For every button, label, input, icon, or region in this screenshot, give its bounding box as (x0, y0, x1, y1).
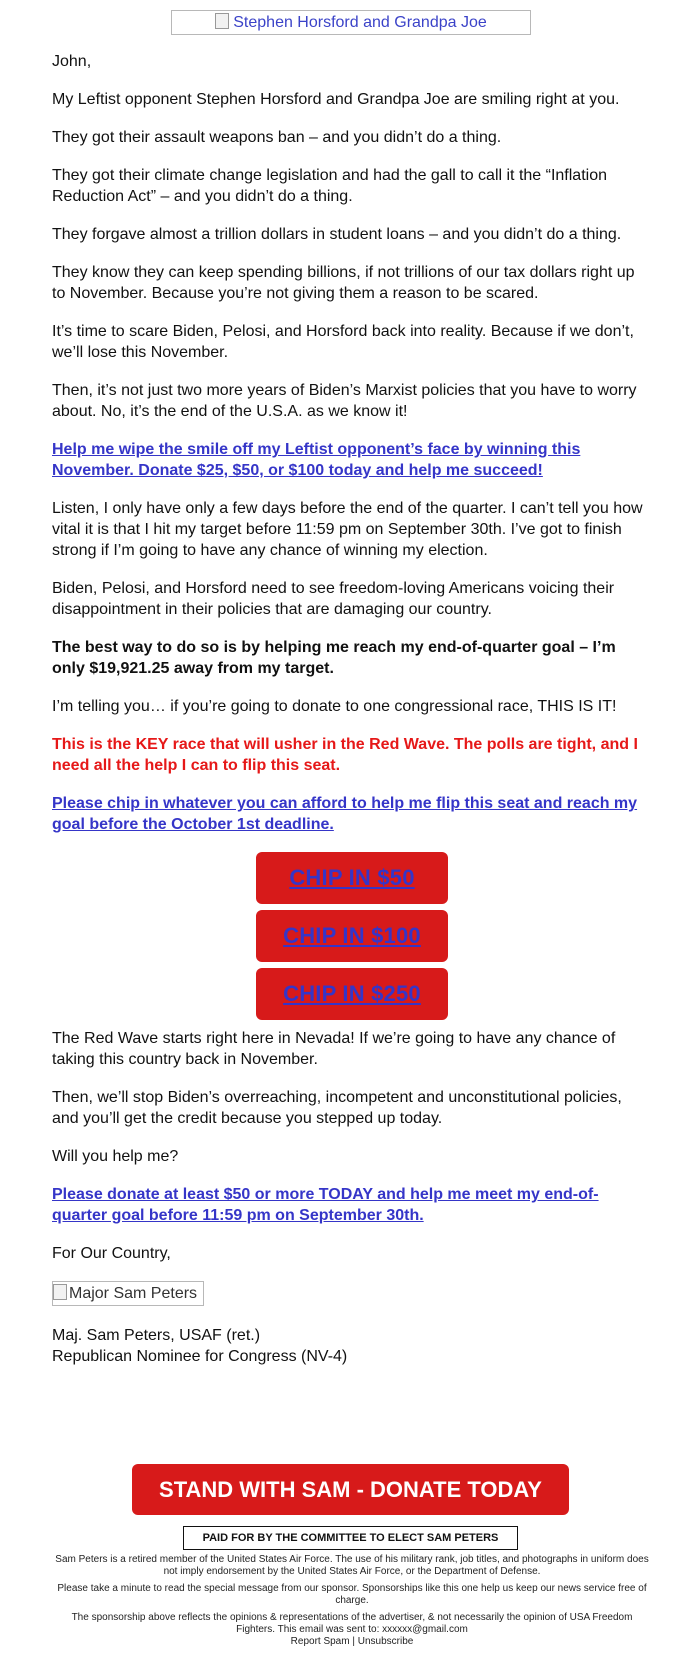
paragraph: Biden, Pelosi, and Horsford need to see freedom-loving Americans voicing their disappointment in their policies that are damaging our country. (52, 580, 615, 618)
signature-name: Maj. Sam Peters, USAF (ret.) (52, 1327, 261, 1344)
closing: For Our Country, (52, 1245, 171, 1262)
donate-50-link[interactable]: Please donate at least $50 or more TODAY and help me meet my end-of-quarter goal before 11:59 pm on September 30th. (52, 1186, 599, 1224)
paragraph: My Leftist opponent Stephen Horsford and Grandpa Joe are smiling right at you. (52, 91, 620, 108)
chip-button-group (52, 852, 652, 1020)
broken-image-icon (215, 13, 229, 29)
email-body (52, 51, 652, 1367)
paragraph: Then, we’ll stop Biden’s overreaching, incompetent and unconstitutional policies, and you’ll get the credit because you stepped up today. (52, 1089, 622, 1127)
footer (52, 1554, 652, 1648)
signature-image-wrap (52, 1281, 652, 1306)
footer-sponsor-note: Please take a minute to read the special message from our sponsor. Sponsorships like this one help us keep our news service free of charge. (57, 1583, 647, 1606)
header-image-alt: Stephen Horsford and Grandpa Joe (233, 14, 487, 31)
stand-with-sam-donate-button[interactable]: STAND WITH SAM - DONATE TODAY (132, 1464, 569, 1515)
paragraph: Then, it’s not just two more years of Biden’s Marxist policies that you have to worry about. No, it’s the end of the U.S.A. as we know it! (52, 382, 637, 420)
chip-link-paragraph (52, 793, 652, 835)
chip-in-250-button[interactable]: CHIP IN $250 (256, 968, 448, 1020)
paragraph: Listen, I only have only a few days before the end of the quarter. I can’t tell you how vital it is that I hit my target before 11:59 pm on September 30th. I’ve got to finish strong if I’m going to have any chance of winning my election. (52, 500, 643, 559)
signature-title: Republican Nominee for Congress (NV-4) (52, 1348, 348, 1365)
unsubscribe-link[interactable]: Unsubscribe (357, 1636, 414, 1647)
paragraph: They got their assault weapons ban – and you didn’t do a thing. (52, 129, 502, 146)
donate-link[interactable]: Help me wipe the smile off my Leftist opponent’s face by winning this November. Donate $25, $50, or $100 today and help me succeed! (52, 441, 581, 479)
signature-image (52, 1281, 204, 1306)
goal-paragraph: The best way to do so is by helping me reach my end-of-quarter goal – I’m only $19,921.25 away from my target. (52, 639, 616, 677)
chip-in-link[interactable]: Please chip in whatever you can afford to help me flip this seat and reach my goal before the October 1st deadline. (52, 795, 638, 833)
broken-image-icon (53, 1284, 67, 1300)
chip-in-50-button[interactable]: CHIP IN $50 (256, 852, 448, 904)
header-image (171, 10, 531, 35)
signature-image-alt: Major Sam Peters (69, 1285, 198, 1302)
footer-separator: | (352, 1636, 355, 1647)
chip-in-100-button[interactable]: CHIP IN $100 (256, 910, 448, 962)
paragraph: They got their climate change legislation and had the gall to call it the “Inflation Reduction Act” – and you didn’t do a thing. (52, 167, 607, 205)
paragraph: The Red Wave starts right here in Nevada! If we’re going to have any chance of taking this country back in November. (52, 1030, 616, 1068)
paragraph: I’m telling you… if you’re going to donate to one congressional race, THIS IS IT! (52, 698, 617, 715)
footer-disclaimer: Sam Peters is a retired member of the United States Air Force. The use of his military rank, job titles, and photographs in uniform does not imply endorsement by the United States Air Force, or the Department of Defense. (55, 1554, 649, 1577)
footer-links (52, 1636, 652, 1648)
greeting: John, (52, 53, 92, 70)
paragraph: They know they can keep spending billions, if not trillions of our tax dollars right up to November. Because you’re not giving them a reason to be scared. (52, 264, 635, 302)
donate-50-link-paragraph (52, 1184, 652, 1226)
report-spam-link[interactable]: Report Spam (290, 1636, 350, 1647)
paragraph: They forgave almost a trillion dollars in student loans – and you didn’t do a thing. (52, 226, 622, 243)
red-wave-paragraph: This is the KEY race that will usher in the Red Wave. The polls are tight, and I need all the help I can to flip this seat. (52, 736, 638, 774)
paragraph: It’s time to scare Biden, Pelosi, and Horsford back into reality. Because if we don’t, we’ll lose this November. (52, 323, 634, 361)
donate-link-paragraph (52, 439, 652, 481)
footer-sponsor-disclaimer: The sponsorship above reflects the opinions & representations of the advertiser, & not necessarily the opinion of USA Freedom Fighters. This email was sent to: xxxxxx@gmail.com (71, 1612, 633, 1635)
paragraph: Will you help me? (52, 1148, 179, 1165)
paid-for-notice: PAID FOR BY THE COMMITTEE TO ELECT SAM PETERS (183, 1526, 518, 1550)
